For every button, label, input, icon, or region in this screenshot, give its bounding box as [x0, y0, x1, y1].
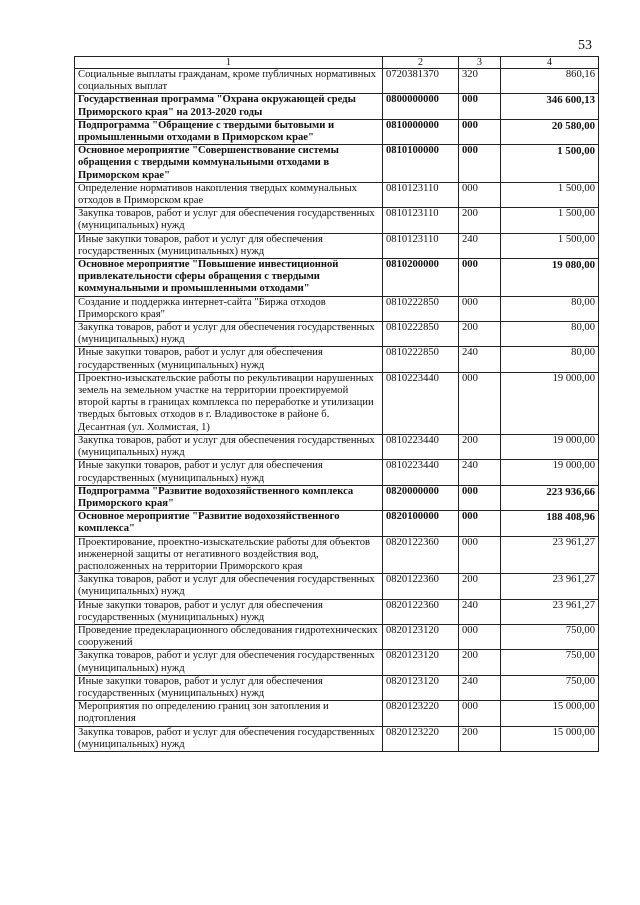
- row-name-cell: Иные закупки товаров, работ и услуг для обеспечения государственных (муниципальных) нужд: [75, 460, 383, 485]
- table-row: [75, 119, 599, 144]
- row-name-cell: Социальные выплаты гражданам, кроме публичных нормативных социальных выплат: [75, 69, 383, 94]
- row-type-cell: 000: [459, 701, 501, 726]
- row-type-cell: 000: [459, 511, 501, 536]
- table-row: [75, 460, 599, 485]
- row-amount-cell: 80,00: [501, 347, 599, 372]
- row-name-cell: Закупка товаров, работ и услуг для обеспечения государственных (муниципальных) нужд: [75, 650, 383, 675]
- row-code-cell: 0810123110: [383, 182, 459, 207]
- row-name-cell: Иные закупки товаров, работ и услуг для обеспечения государственных (муниципальных) нужд: [75, 599, 383, 624]
- header-cell-3: 3: [459, 57, 501, 69]
- row-amount-cell: 750,00: [501, 624, 599, 649]
- row-amount-cell: 23 961,27: [501, 599, 599, 624]
- table-row: [75, 599, 599, 624]
- table-row: [75, 726, 599, 751]
- row-name-cell: Основное мероприятие "Развитие водохозяйственного комплекса": [75, 511, 383, 536]
- row-name-cell: Проведение предекларационного обследования гидротехнических сооружений: [75, 624, 383, 649]
- row-type-cell: 200: [459, 650, 501, 675]
- row-type-cell: 240: [459, 599, 501, 624]
- row-code-cell: 0810223440: [383, 460, 459, 485]
- row-code-cell: 0820123120: [383, 650, 459, 675]
- table-row: [75, 675, 599, 700]
- table-row: [75, 650, 599, 675]
- row-code-cell: 0820122360: [383, 536, 459, 574]
- row-type-cell: 000: [459, 94, 501, 119]
- row-type-cell: 000: [459, 119, 501, 144]
- table-row: [75, 347, 599, 372]
- table-row: [75, 233, 599, 258]
- row-name-cell: Иные закупки товаров, работ и услуг для обеспечения государственных (муниципальных) нужд: [75, 675, 383, 700]
- row-name-cell: Государственная программа "Охрана окружающей среды Приморского края" на 2013-2020 годы: [75, 94, 383, 119]
- row-amount-cell: 80,00: [501, 296, 599, 321]
- row-type-cell: 320: [459, 69, 501, 94]
- row-code-cell: 0810100000: [383, 145, 459, 183]
- row-name-cell: Мероприятия по определению границ зон затопления и подтопления: [75, 701, 383, 726]
- header-cell-4: 4: [501, 57, 599, 69]
- table-row: [75, 145, 599, 183]
- row-amount-cell: 19 080,00: [501, 259, 599, 297]
- row-code-cell: 0810222850: [383, 296, 459, 321]
- row-type-cell: 000: [459, 372, 501, 434]
- row-amount-cell: 19 000,00: [501, 460, 599, 485]
- row-code-cell: 0720381370: [383, 69, 459, 94]
- row-amount-cell: 750,00: [501, 650, 599, 675]
- row-name-cell: Подпрограмма "Развитие водохозяйственного комплекса Приморского края": [75, 485, 383, 510]
- row-code-cell: 0820123220: [383, 726, 459, 751]
- row-name-cell: Закупка товаров, работ и услуг для обеспечения государственных (муниципальных) нужд: [75, 208, 383, 233]
- row-amount-cell: 15 000,00: [501, 726, 599, 751]
- row-name-cell: Иные закупки товаров, работ и услуг для обеспечения государственных (муниципальных) нужд: [75, 233, 383, 258]
- row-type-cell: 240: [459, 233, 501, 258]
- row-code-cell: 0820100000: [383, 511, 459, 536]
- row-amount-cell: 80,00: [501, 322, 599, 347]
- table-row: [75, 624, 599, 649]
- table-row: [75, 296, 599, 321]
- row-code-cell: 0810200000: [383, 259, 459, 297]
- row-code-cell: 0820122360: [383, 599, 459, 624]
- row-name-cell: Основное мероприятие "Совершенствование системы обращения с твердыми коммунальными отходами в Приморском крае": [75, 145, 383, 183]
- row-name-cell: Иные закупки товаров, работ и услуг для обеспечения государственных (муниципальных) нужд: [75, 347, 383, 372]
- row-code-cell: 0810223440: [383, 434, 459, 459]
- row-name-cell: Закупка товаров, работ и услуг для обеспечения государственных (муниципальных) нужд: [75, 322, 383, 347]
- row-amount-cell: 223 936,66: [501, 485, 599, 510]
- row-code-cell: 0810123110: [383, 233, 459, 258]
- row-name-cell: Подпрограмма "Обращение с твердыми бытовыми и промышленными отходами в Приморском крае": [75, 119, 383, 144]
- row-name-cell: Создание и поддержка интернет-сайта "Биржа отходов Приморского края": [75, 296, 383, 321]
- row-amount-cell: 19 000,00: [501, 372, 599, 434]
- row-type-cell: 000: [459, 624, 501, 649]
- table-row: [75, 69, 599, 94]
- row-code-cell: 0820122360: [383, 574, 459, 599]
- header-cell-1: 1: [75, 57, 383, 69]
- table-row: [75, 485, 599, 510]
- table-row: [75, 434, 599, 459]
- row-code-cell: 0800000000: [383, 94, 459, 119]
- row-type-cell: 200: [459, 726, 501, 751]
- row-type-cell: 000: [459, 485, 501, 510]
- row-amount-cell: 23 961,27: [501, 536, 599, 574]
- row-name-cell: Проектно-изыскательские работы по рекультивации нарушенных земель на земельном участке на территории проектируемой второй карты в границах комплекса по переработке и утилизации твердых бытовых отходов в г. Владивостоке в районе б. Десантная (ул. Холмистая, 1): [75, 372, 383, 434]
- table-row: [75, 701, 599, 726]
- row-type-cell: 200: [459, 434, 501, 459]
- budget-table: [74, 56, 599, 752]
- table-row: [75, 182, 599, 207]
- table-row: [75, 511, 599, 536]
- row-code-cell: 0810222850: [383, 322, 459, 347]
- row-amount-cell: 1 500,00: [501, 145, 599, 183]
- row-type-cell: 240: [459, 675, 501, 700]
- row-amount-cell: 860,16: [501, 69, 599, 94]
- row-type-cell: 200: [459, 322, 501, 347]
- row-type-cell: 200: [459, 208, 501, 233]
- row-amount-cell: 15 000,00: [501, 701, 599, 726]
- table-row: [75, 574, 599, 599]
- row-type-cell: 000: [459, 145, 501, 183]
- row-amount-cell: 1 500,00: [501, 182, 599, 207]
- row-type-cell: 000: [459, 536, 501, 574]
- row-name-cell: Закупка товаров, работ и услуг для обеспечения государственных (муниципальных) нужд: [75, 726, 383, 751]
- table-header-row: [75, 57, 599, 69]
- row-code-cell: 0820123120: [383, 675, 459, 700]
- row-amount-cell: 750,00: [501, 675, 599, 700]
- row-code-cell: 0820123220: [383, 701, 459, 726]
- row-amount-cell: 1 500,00: [501, 233, 599, 258]
- row-name-cell: Определение нормативов накопления твердых коммунальных отходов в Приморском крае: [75, 182, 383, 207]
- row-type-cell: 240: [459, 347, 501, 372]
- row-code-cell: 0820000000: [383, 485, 459, 510]
- row-type-cell: 000: [459, 182, 501, 207]
- row-amount-cell: 23 961,27: [501, 574, 599, 599]
- row-name-cell: Закупка товаров, работ и услуг для обеспечения государственных (муниципальных) нужд: [75, 434, 383, 459]
- row-code-cell: 0810223440: [383, 372, 459, 434]
- row-type-cell: 000: [459, 296, 501, 321]
- row-type-cell: 200: [459, 574, 501, 599]
- row-code-cell: 0810222850: [383, 347, 459, 372]
- table-row: [75, 536, 599, 574]
- row-name-cell: Проектирование, проектно-изыскательские работы для объектов инженерной защиты от негативного воздействия вод, расположенных на территории Приморского края: [75, 536, 383, 574]
- row-name-cell: Закупка товаров, работ и услуг для обеспечения государственных (муниципальных) нужд: [75, 574, 383, 599]
- table-row: [75, 259, 599, 297]
- row-code-cell: 0810000000: [383, 119, 459, 144]
- row-amount-cell: 19 000,00: [501, 434, 599, 459]
- table-row: [75, 208, 599, 233]
- page-number: 53: [578, 38, 592, 53]
- table-row: [75, 372, 599, 434]
- row-code-cell: 0810123110: [383, 208, 459, 233]
- table-row: [75, 94, 599, 119]
- row-type-cell: 240: [459, 460, 501, 485]
- table-row: [75, 322, 599, 347]
- row-name-cell: Основное мероприятие "Повышение инвестиционной привлекательности сферы обращения с твердыми коммунальными и промышленными отходами": [75, 259, 383, 297]
- row-amount-cell: 188 408,96: [501, 511, 599, 536]
- row-amount-cell: 20 580,00: [501, 119, 599, 144]
- row-type-cell: 000: [459, 259, 501, 297]
- row-amount-cell: 1 500,00: [501, 208, 599, 233]
- row-amount-cell: 346 600,13: [501, 94, 599, 119]
- header-cell-2: 2: [383, 57, 459, 69]
- row-code-cell: 0820123120: [383, 624, 459, 649]
